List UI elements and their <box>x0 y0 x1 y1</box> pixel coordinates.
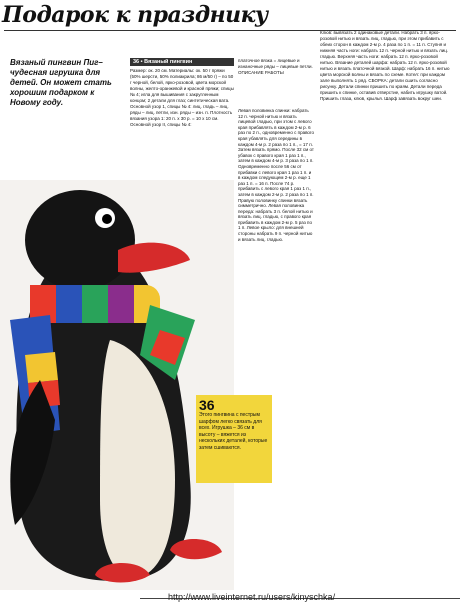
photo-caption <box>196 395 272 483</box>
info-header: 36 • Вязаный пингвин <box>130 58 234 66</box>
info-box <box>130 58 234 176</box>
caption-text: Этого пингвина с пестрым шарфом легко связать для всех. Игрушка – 36 см в высоту – вяжется из нескольких деталей, которые затем сшиваются. <box>199 412 268 451</box>
eye-pupil <box>102 214 112 224</box>
page-title: Подарок к празднику <box>2 2 268 28</box>
penguin-illustration <box>0 180 234 590</box>
column-mid-top: платочное вязка = лицевые и изнаночные ряды – лицевые петли. ОПИСАНИЕ РАБОТЫ <box>238 58 313 75</box>
penguin-head <box>25 190 135 290</box>
intro-text: Вязаный пингвин Пиг– чудесная игрушка для детей. Он может стать хорошим подарком к Новому году. <box>10 58 112 107</box>
penguin-photo <box>0 180 234 590</box>
penguin-beak <box>118 243 190 273</box>
info-text: Размер: ок. 20 см. Материалы: ок. 50 г пряжи (50% шерсти, 50% полиакрила; 86 м/50 г) – по 50 г черной, белой, ярко-розовой, цвета морской волны, желто-оранжевой и красной пряжи; спицы № 4; игла для вышивания с закругленным концом; 2 детали для глаз; синтетическая вата. Основной узор 1, спицы № 4: лиц. гладь – лиц. ряды – лиц. петли, изн. ряды – изн. п. Плотность вязания узора 1: 20 п. х 30 р. = 10 х 10 см. Основной узор II, спицы № 4: <box>130 68 234 127</box>
column-instructions: Левая половинка спинки: набрать 12 п. черной нитью и вязать лицевой гладью, при этом с левого края прибавлять в каждом 2-м р. 6 раз по 2 п., одновременно с правого края убавлять для середины в каждом 4-м р. 2 раза по 1 п., = 17 п. Затем вязать прямо. После 32 см от убавок с правого края 1 раз 1 п., затем в каждом 4-м р. 3 раза по 1 п. Одновременно после 56 см от прибавки с левого края 1 раз 1 п. и в каждом следующем 2-м р. еще 1 раз 1 п. = 16 п. После 74 р. прибавить с левого края 1 раз 1 п., затем в каждом 2-м р. 2 раза по 1 п. Правую половинку спинки вязать симметрично. Левая половинка переда: набрать 3 п. белой нитью и вязать лиц. гладью, с правого края прибавить в каждом 2-м р. 5 раз по 1 п. Левое крыло: для внешней стороны набрать 9 п. черной нитью и вязать лиц. гладью. <box>238 108 314 242</box>
footer-url[interactable]: http://www.liveinternet.ru/users/kinyschka/ <box>168 592 336 602</box>
column-right: Клюв: вывязать 2 одинаковые детали. Набрать 3 п. ярко-розовой нитью и вязать лиц. гладью, при этом прибавить с обеих сторон в каждом 2-м р. 4 раза по 1 п. = 11 п. Ступня и нижняя часть ноги: набрать 12 п. черной нитью и вязать лиц. гладью. Верхняя часть ноги: набрать 12 п. ярко-розовой нитью. Вязание деталей шарфа: набрать 12 п. ярко-розовой нитью и вязать платочной вязкой. Шарф: набрать 16 п. нитью цвета морской волны и вязать по схеме. Котел: при каждом зале выполнять 1 ряд. СБОРКА: детали сшить согласно рисунку. Детали спинки пришить по краям. Детали переда пришить к спинке, оставив отверстие, набить игрушку ватой. Пришить глаза, клюв, крылья. Шарф завязать вокруг шеи. <box>320 30 450 101</box>
caption-number: 36 <box>199 397 215 413</box>
